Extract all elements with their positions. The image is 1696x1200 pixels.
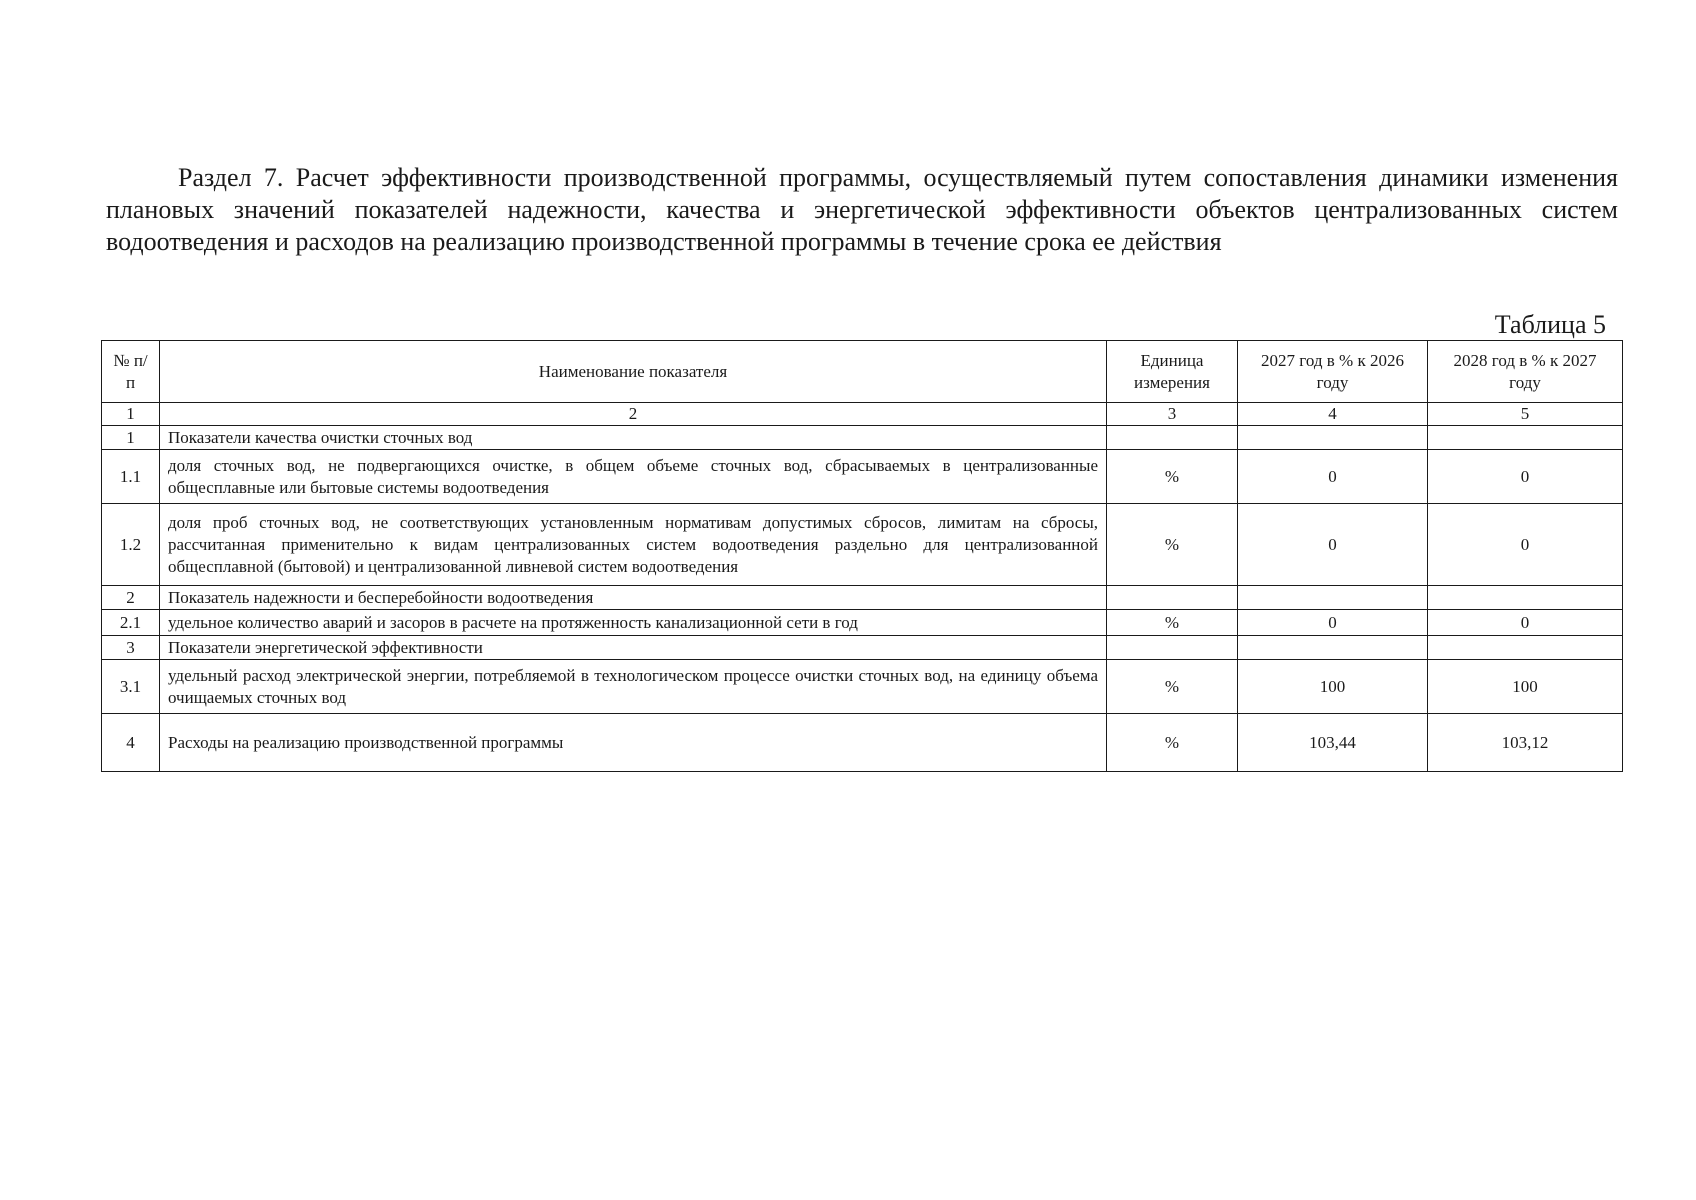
- table-row: [102, 660, 1623, 714]
- table-row: [102, 636, 1623, 660]
- row-num: 1.2: [102, 504, 160, 586]
- row-value-2027: 0: [1238, 450, 1428, 504]
- row-name: Расходы на реализацию производственной программы: [160, 714, 1107, 772]
- row-num: 3: [102, 636, 160, 660]
- row-unit: [1107, 426, 1238, 450]
- row-value-2028: [1428, 586, 1623, 610]
- index-cell: 3: [1107, 403, 1238, 426]
- table-row: [102, 504, 1623, 586]
- header-2027: 2027 год в % к 2026 году: [1238, 341, 1428, 403]
- index-cell: 1: [102, 403, 160, 426]
- row-value-2027: [1238, 636, 1428, 660]
- row-num: 2: [102, 586, 160, 610]
- row-value-2027: 103,44: [1238, 714, 1428, 772]
- row-value-2027: 0: [1238, 504, 1428, 586]
- row-num: 2.1: [102, 610, 160, 636]
- row-value-2027: [1238, 586, 1428, 610]
- row-unit: %: [1107, 450, 1238, 504]
- row-value-2027: 0: [1238, 610, 1428, 636]
- row-num: 1: [102, 426, 160, 450]
- table-row: [102, 450, 1623, 504]
- row-value-2027: 100: [1238, 660, 1428, 714]
- row-unit: %: [1107, 610, 1238, 636]
- row-unit: %: [1107, 504, 1238, 586]
- table-row: [102, 586, 1623, 610]
- row-value-2028: 0: [1428, 610, 1623, 636]
- row-num: 4: [102, 714, 160, 772]
- row-name: удельное количество аварий и засоров в расчете на протяженность канализационной сети в год: [160, 610, 1107, 636]
- index-cell: 2: [160, 403, 1107, 426]
- row-unit: %: [1107, 660, 1238, 714]
- row-name: Показатель надежности и бесперебойности водоотведения: [160, 586, 1107, 610]
- table-row: [102, 714, 1623, 772]
- header-name: Наименование показателя: [160, 341, 1107, 403]
- row-name: доля сточных вод, не подвергающихся очистке, в общем объеме сточных вод, сбрасываемых в централизованные общесплавные или бытовые системы водоотведения: [160, 450, 1107, 504]
- row-unit: [1107, 586, 1238, 610]
- row-unit: %: [1107, 714, 1238, 772]
- table-caption: Таблица 5: [1494, 310, 1606, 339]
- section-heading: Раздел 7. Расчет эффективности производственной программы, осуществляемый путем сопоставления динамики изменения плановых значений показателей надежности, качества и энергетической эффективности объектов централизованных систем водоотведения и расходов на реализацию производственной программы в течение срока ее действия: [106, 163, 1618, 256]
- header-unit: Единица измерения: [1107, 341, 1238, 403]
- row-value-2028: 0: [1428, 450, 1623, 504]
- row-value-2028: 0: [1428, 504, 1623, 586]
- row-num: 1.1: [102, 450, 160, 504]
- row-value-2028: [1428, 636, 1623, 660]
- row-name: доля проб сточных вод, не соответствующих установленным нормативам допустимых сбросов, лимитам на сбросы, рассчитанная применительно к видам централизованных систем водоотведения раздельно для централизованной общесплавной (бытовой) и централизованной ливневой систем водоотведения: [160, 504, 1107, 586]
- row-name: удельный расход электрической энергии, потребляемой в технологическом процессе очистки сточных вод, на единицу объема очищаемых сточных вод: [160, 660, 1107, 714]
- row-value-2028: [1428, 426, 1623, 450]
- row-name: Показатели энергетической эффективности: [160, 636, 1107, 660]
- table-header-row: [102, 341, 1623, 403]
- index-cell: 5: [1428, 403, 1623, 426]
- row-num: 3.1: [102, 660, 160, 714]
- indicators-table: [101, 340, 1623, 772]
- row-value-2028: 103,12: [1428, 714, 1623, 772]
- header-2028: 2028 год в % к 2027 году: [1428, 341, 1623, 403]
- row-unit: [1107, 636, 1238, 660]
- row-value-2028: 100: [1428, 660, 1623, 714]
- table-row: [102, 426, 1623, 450]
- index-cell: 4: [1238, 403, 1428, 426]
- row-value-2027: [1238, 426, 1428, 450]
- header-num: № п/п: [102, 341, 160, 403]
- table-row: [102, 610, 1623, 636]
- table-index-row: [102, 403, 1623, 426]
- row-name: Показатели качества очистки сточных вод: [160, 426, 1107, 450]
